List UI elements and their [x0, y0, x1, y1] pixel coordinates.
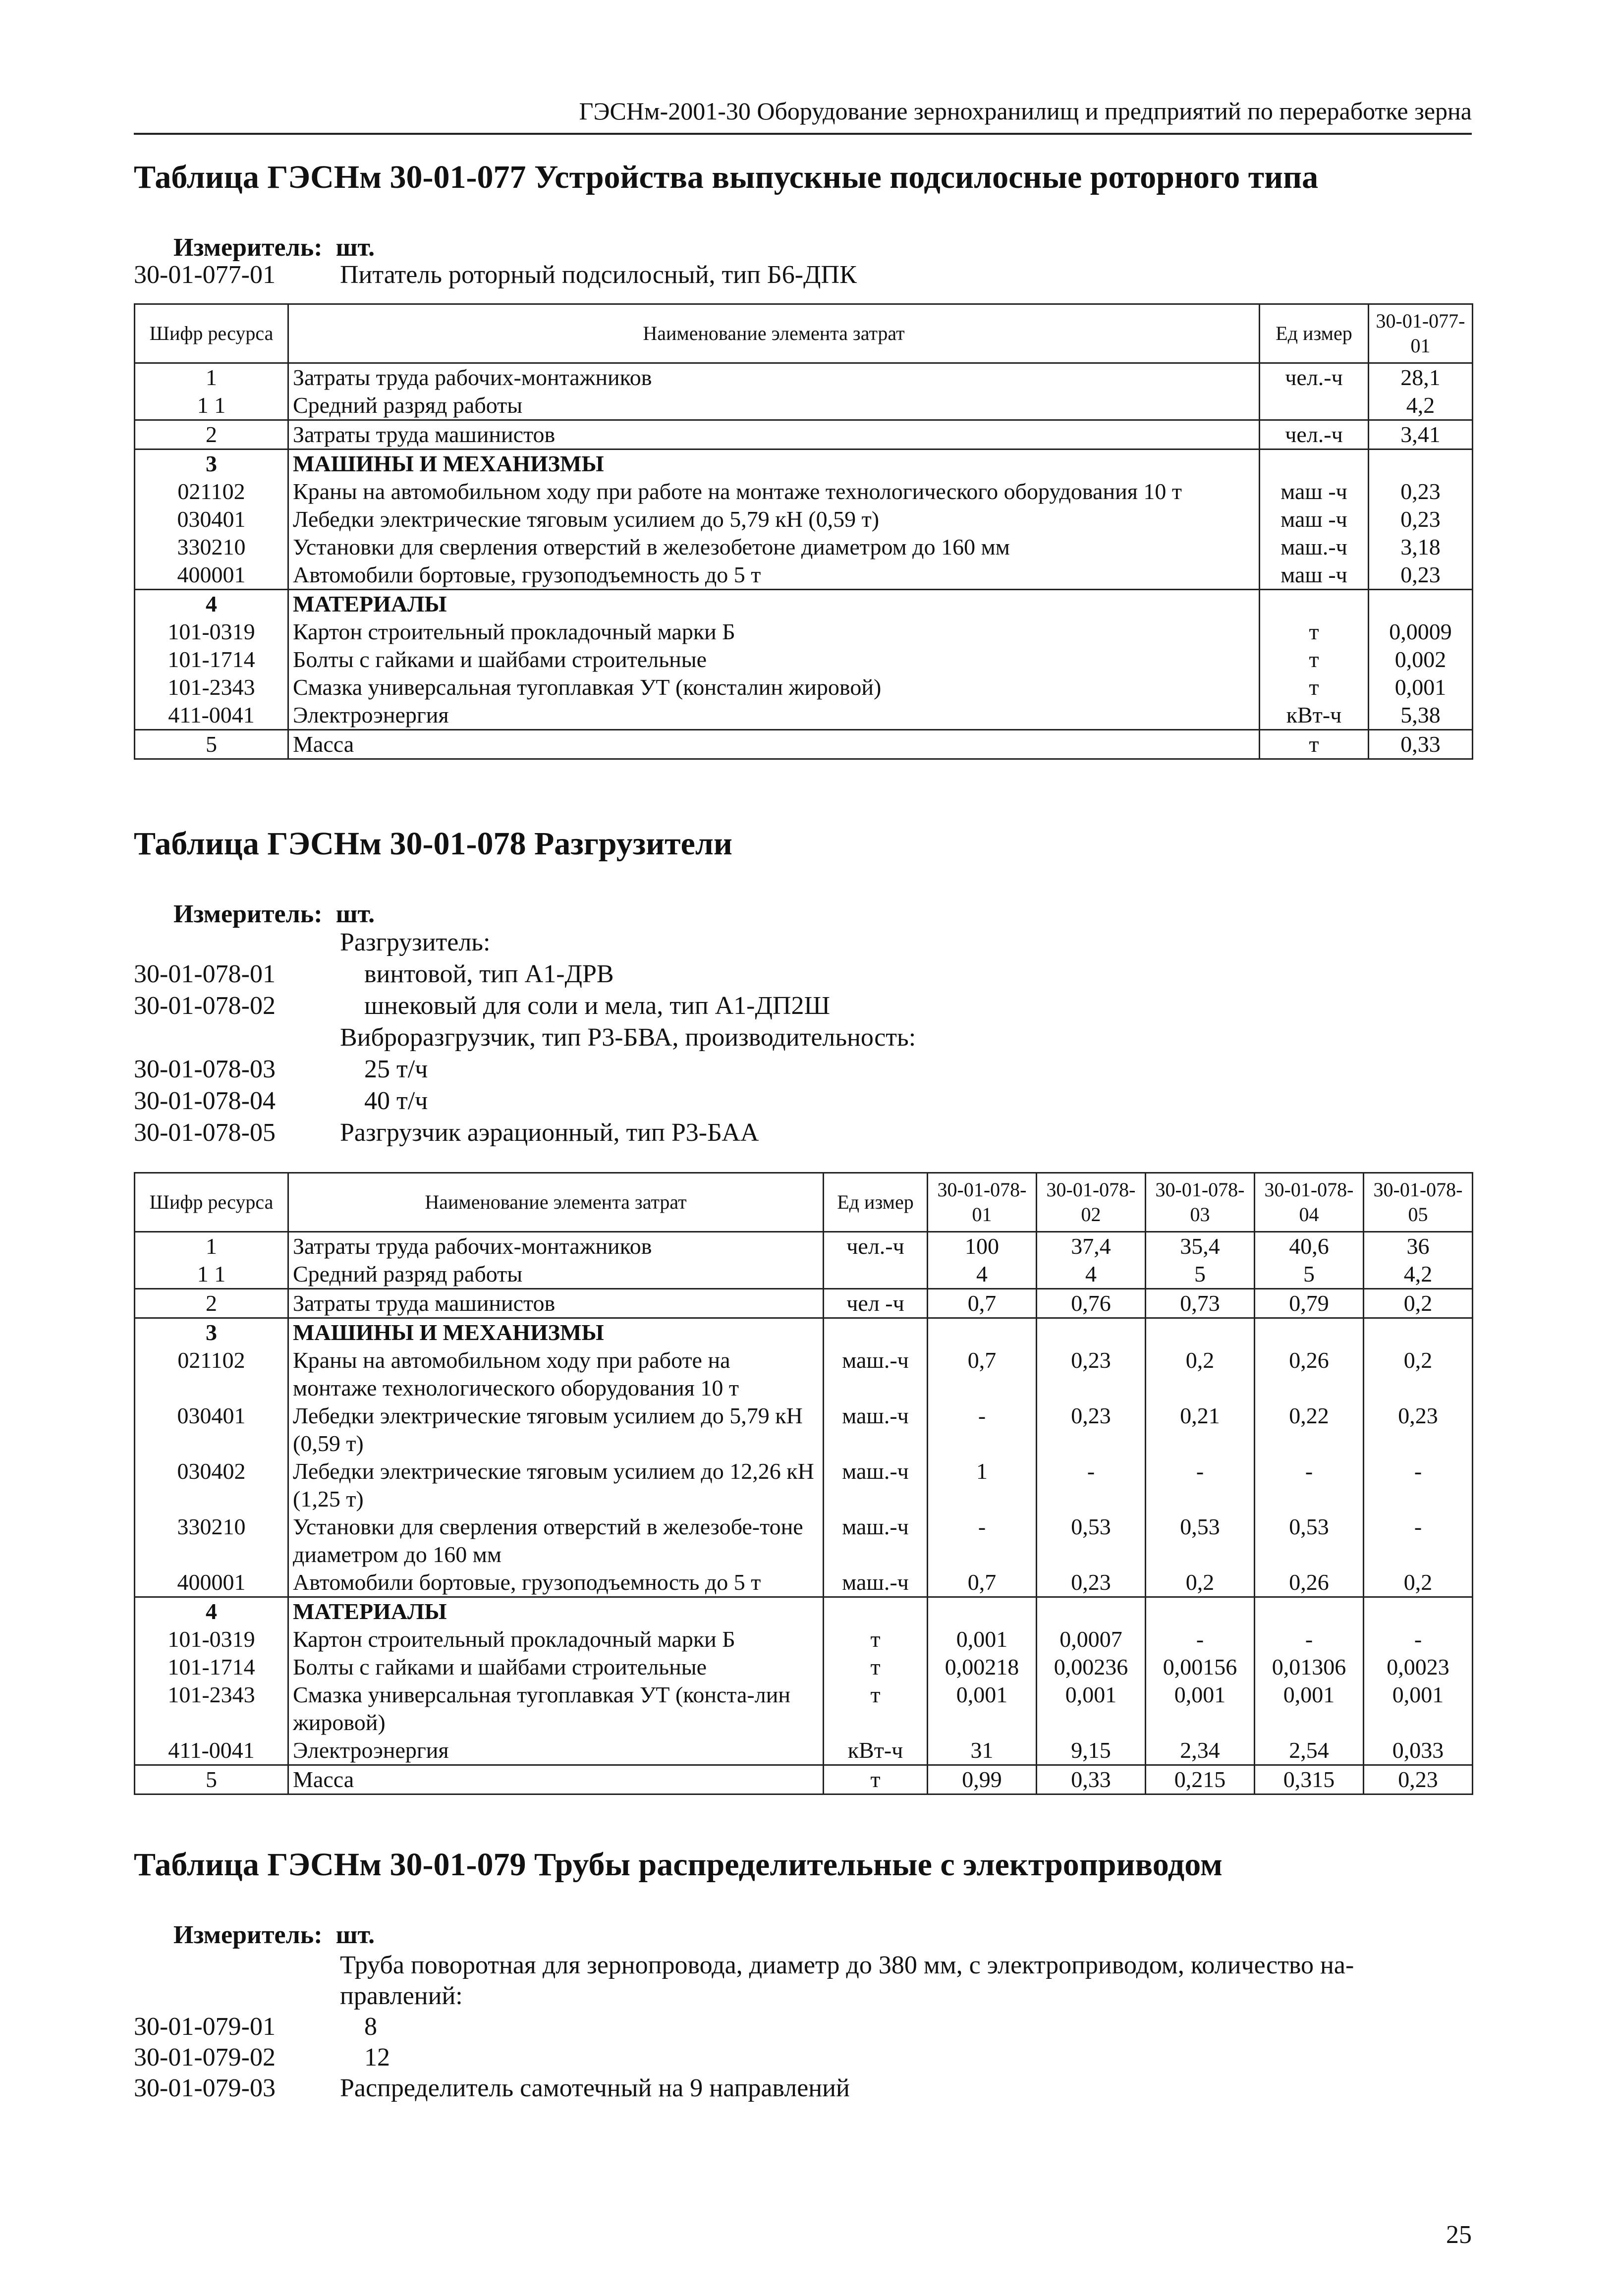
norm-value [1146, 1597, 1255, 1626]
norm-description: винтовой, тип А1-ДРВ [364, 960, 614, 988]
norm-value: 0,7 [928, 1346, 1037, 1402]
table-row [135, 420, 1473, 449]
table-078-title: Таблица ГЭСНм 30-01-078 Разгрузители [134, 826, 732, 862]
unit-label: Измеритель: [173, 900, 323, 928]
norm-value: 0,22 [1255, 1402, 1364, 1457]
norm-value: 36 [1364, 1232, 1473, 1261]
resource-code: 5 [135, 1765, 288, 1794]
norm-value: 0,23 [1369, 561, 1473, 590]
table-row [135, 363, 1473, 392]
norm-value [1364, 1597, 1473, 1626]
norm-value: 0,21 [1146, 1402, 1255, 1457]
unit-of-measure [824, 1597, 928, 1626]
norm-value: 28,1 [1369, 363, 1473, 392]
table-row [135, 673, 1473, 701]
norm-value: 0,001 [1146, 1681, 1255, 1736]
norm-value: 0,53 [1037, 1513, 1146, 1568]
cost-element-name: Автомобили бортовые, грузоподъемность до 5 т [288, 561, 1260, 590]
resource-code: 4 [135, 590, 288, 618]
table-row [135, 392, 1473, 420]
header-rule [134, 133, 1472, 135]
norm-value: - [1255, 1457, 1364, 1513]
unit-label: Измеритель: [173, 233, 323, 262]
table-row [135, 533, 1473, 561]
norm-value: 0,2 [1364, 1568, 1473, 1597]
unit-of-measure: т [824, 1765, 928, 1794]
running-header: ГЭСНм-2001-30 Оборудование зернохранилищ и предприятий по переработке зерна [579, 97, 1472, 125]
norm-value: 0,23 [1369, 505, 1473, 533]
norm-description: Распределитель самотечный на 9 направлений [340, 2074, 850, 2102]
norm-value [1146, 1318, 1255, 1347]
norm-value: 40,6 [1255, 1232, 1364, 1261]
cost-element-name: Установки для сверления отверстий в железобетоне диаметром до 160 мм [288, 533, 1260, 561]
norm-value: - [928, 1402, 1037, 1457]
norm-value: 0,001 [1364, 1681, 1473, 1736]
resource-code: 330210 [135, 533, 288, 561]
resource-code: 101-1714 [135, 646, 288, 673]
cost-element-name: Электроэнергия [288, 701, 1260, 730]
table-077-unit [173, 233, 375, 262]
norm-value: 0,23 [1364, 1765, 1473, 1794]
table-row [135, 1736, 1473, 1765]
norm-value: 35,4 [1146, 1232, 1255, 1261]
norm-code: 30-01-079-03 [134, 2074, 276, 2102]
table-078 [134, 1172, 1473, 1795]
norm-code: 30-01-079-01 [134, 2013, 276, 2041]
norm-value: 0,7 [928, 1568, 1037, 1597]
cost-element-name: Лебедки электрические тяговым усилием до 12,26 кН (1,25 т) [288, 1457, 824, 1513]
header-norm-code: 30-01-077-01 [1369, 304, 1473, 363]
resource-code: 3 [135, 449, 288, 478]
norm-value: 0,0009 [1369, 618, 1473, 646]
norm-value: 4 [928, 1260, 1037, 1289]
norm-value: 5 [1255, 1260, 1364, 1289]
table-row [135, 1625, 1473, 1653]
norm-value: 3,18 [1369, 533, 1473, 561]
norm-value: - [1146, 1457, 1255, 1513]
norm-value [1364, 1318, 1473, 1347]
table-row [135, 1318, 1473, 1347]
table-row [135, 1260, 1473, 1289]
norm-value: 0,23 [1037, 1346, 1146, 1402]
norm-value: 0,001 [1369, 673, 1473, 701]
table-row [135, 478, 1473, 505]
norm-value [1255, 1597, 1364, 1626]
cost-element-name: МАТЕРИАЛЫ [288, 590, 1260, 618]
resource-code: 4 [135, 1597, 288, 1626]
norm-value: 5,38 [1369, 701, 1473, 730]
norm-value: - [1146, 1625, 1255, 1653]
unit-of-measure: т [1260, 618, 1369, 646]
table-row [135, 1289, 1473, 1318]
norm-value: 0,315 [1255, 1765, 1364, 1794]
cost-element-name: МАТЕРИАЛЫ [288, 1597, 824, 1626]
unit-of-measure: кВт-ч [1260, 701, 1369, 730]
norm-value: 0,76 [1037, 1289, 1146, 1318]
norm-value [1037, 1597, 1146, 1626]
header-norm-code: 30-01-078-02 [1037, 1173, 1146, 1232]
table-row [135, 1568, 1473, 1597]
resource-code: 3 [135, 1318, 288, 1347]
table-079-title: Таблица ГЭСНм 30-01-079 Трубы распределительные с электроприводом [134, 1847, 1223, 1883]
cost-element-name: Картон строительный прокладочный марки Б [288, 1625, 824, 1653]
norm-value: 0,23 [1369, 478, 1473, 505]
norm-value: 0,33 [1037, 1765, 1146, 1794]
norm-value: 0,2 [1364, 1346, 1473, 1402]
norm-value: - [1037, 1457, 1146, 1513]
header-norm-code: 30-01-078-05 [1364, 1173, 1473, 1232]
norm-description: 25 т/ч [364, 1055, 428, 1083]
norm-description: 12 [364, 2043, 390, 2072]
norm-value: 0,0023 [1364, 1653, 1473, 1681]
unit-of-measure [1260, 590, 1369, 618]
norm-code: 30-01-079-02 [134, 2043, 276, 2072]
norm-value: 0,01306 [1255, 1653, 1364, 1681]
table-077 [134, 303, 1473, 760]
unit-of-measure: т [1260, 673, 1369, 701]
norm-value: 0,001 [928, 1681, 1037, 1736]
norm-value: 9,15 [1037, 1736, 1146, 1765]
resource-code: 021102 [135, 478, 288, 505]
table-row [135, 1232, 1473, 1261]
cost-element-name: Автомобили бортовые, грузоподъемность до 5 т [288, 1568, 824, 1597]
norm-value: 2,34 [1146, 1736, 1255, 1765]
unit-of-measure: маш.-ч [824, 1402, 928, 1457]
resource-code: 101-2343 [135, 673, 288, 701]
cost-element-name: Средний разряд работы [288, 1260, 824, 1289]
table-row [135, 701, 1473, 730]
cost-element-name: Лебедки электрические тяговым усилием до 5,79 кН (0,59 т) [288, 1402, 824, 1457]
cost-element-name: Масса [288, 730, 1260, 759]
unit-of-measure: маш -ч [1260, 505, 1369, 533]
resource-code: 101-1714 [135, 1653, 288, 1681]
unit-of-measure: чел.-ч [1260, 420, 1369, 449]
table-row [135, 1457, 1473, 1513]
table-row [135, 1402, 1473, 1457]
norm-description: Питатель роторный подсилосный, тип Б6-ДПК [340, 261, 857, 289]
norm-value: - [1364, 1625, 1473, 1653]
cost-element-name: Краны на автомобильном ходу при работе на монтаже технологического оборудования 10 т [288, 478, 1260, 505]
table-078-unit [173, 899, 375, 929]
unit-of-measure: кВт-ч [824, 1736, 928, 1765]
norm-value: 0,99 [928, 1765, 1037, 1794]
norm-value: 0,53 [1146, 1513, 1255, 1568]
cost-element-name: Затраты труда машинистов [288, 1289, 824, 1318]
cost-element-name: Затраты труда машинистов [288, 420, 1260, 449]
table-row [135, 1681, 1473, 1736]
norm-description: 40 т/ч [364, 1087, 428, 1115]
cost-element-name: Болты с гайками и шайбами строительные [288, 1653, 824, 1681]
norm-value: 0,2 [1364, 1289, 1473, 1318]
table-row [135, 505, 1473, 533]
resource-code: 1 [135, 363, 288, 392]
norm-value: 0,53 [1255, 1513, 1364, 1568]
header-norm-code: 30-01-078-01 [928, 1173, 1037, 1232]
table-row [135, 1597, 1473, 1626]
norm-code: 30-01-078-05 [134, 1119, 276, 1147]
unit-of-measure: маш.-ч [824, 1346, 928, 1402]
unit-of-measure: чел.-ч [1260, 363, 1369, 392]
resource-code: 2 [135, 1289, 288, 1318]
cost-element-name: Затраты труда рабочих-монтажников [288, 363, 1260, 392]
unit-of-measure [1260, 392, 1369, 420]
unit-of-measure: маш.-ч [1260, 533, 1369, 561]
norm-value: 0,73 [1146, 1289, 1255, 1318]
norm-value: 0,001 [1255, 1681, 1364, 1736]
norm-value: 100 [928, 1232, 1037, 1261]
norm-value: 0,26 [1255, 1346, 1364, 1402]
cost-element-name: Установки для сверления отверстий в железобе-тоне диаметром до 160 мм [288, 1513, 824, 1568]
unit-of-measure: маш -ч [1260, 561, 1369, 590]
table-row [135, 561, 1473, 590]
resource-code: 021102 [135, 1346, 288, 1402]
header-unit: Ед измер [1260, 304, 1369, 363]
resource-code: 330210 [135, 1513, 288, 1568]
norm-value: 0,00236 [1037, 1653, 1146, 1681]
resource-code: 101-0319 [135, 618, 288, 646]
norm-value: - [1364, 1513, 1473, 1568]
norm-value: 0,00156 [1146, 1653, 1255, 1681]
unit-of-measure [824, 1260, 928, 1289]
norm-value [1369, 590, 1473, 618]
resource-code: 030401 [135, 1402, 288, 1457]
unit-of-measure: чел.-ч [824, 1232, 928, 1261]
norm-value: 0,79 [1255, 1289, 1364, 1318]
norm-value: 4,2 [1364, 1260, 1473, 1289]
table-row [135, 1346, 1473, 1402]
table-row [135, 618, 1473, 646]
header-norm-code: 30-01-078-04 [1255, 1173, 1364, 1232]
norm-value: 0,033 [1364, 1736, 1473, 1765]
header-cost-element: Наименование элемента затрат [288, 1173, 824, 1232]
norm-value [1255, 1318, 1364, 1347]
norm-value: 0,33 [1369, 730, 1473, 759]
resource-code: 1 1 [135, 1260, 288, 1289]
norm-description: шнековый для соли и мела, тип А1-ДП2Ш [364, 992, 830, 1020]
resource-code: 030401 [135, 505, 288, 533]
norm-code: 30-01-078-04 [134, 1087, 276, 1115]
cost-element-name: Затраты труда рабочих-монтажников [288, 1232, 824, 1261]
header-cost-element: Наименование элемента затрат [288, 304, 1260, 363]
norm-value: 0,00218 [928, 1653, 1037, 1681]
norm-code: 30-01-078-01 [134, 960, 276, 988]
resource-code: 400001 [135, 1568, 288, 1597]
norm-value: - [1364, 1457, 1473, 1513]
cost-element-name: Средний разряд работы [288, 392, 1260, 420]
unit-of-measure: т [824, 1625, 928, 1653]
resource-code: 2 [135, 420, 288, 449]
resource-code: 1 [135, 1232, 288, 1261]
norm-value: 0,001 [1037, 1681, 1146, 1736]
norm-value: 0,001 [928, 1625, 1037, 1653]
header-resource-code: Шифр ресурса [135, 304, 288, 363]
norm-value: 0,23 [1037, 1568, 1146, 1597]
norm-value: 4,2 [1369, 392, 1473, 420]
norm-value: 0,215 [1146, 1765, 1255, 1794]
table-row [135, 1765, 1473, 1794]
norm-description: Виброразгрузчик, тип Р3-БВА, производительность: [340, 1023, 916, 1052]
cost-element-name: Смазка универсальная тугоплавкая УТ (консталин жировой) [288, 673, 1260, 701]
norm-value: 0,0007 [1037, 1625, 1146, 1653]
resource-code: 400001 [135, 561, 288, 590]
table-row [135, 730, 1473, 759]
norm-value: 37,4 [1037, 1232, 1146, 1261]
resource-code: 411-0041 [135, 701, 288, 730]
table-077-body [135, 363, 1473, 759]
unit-of-measure [1260, 449, 1369, 478]
cost-element-name: Краны на автомобильном ходу при работе на монтаже технологического оборудования 10 т [288, 1346, 824, 1402]
page-number: 25 [1446, 2221, 1472, 2249]
norm-code: 30-01-078-03 [134, 1055, 276, 1083]
norm-value: - [928, 1513, 1037, 1568]
unit-of-measure: маш -ч [1260, 478, 1369, 505]
norm-value: 0,23 [1364, 1402, 1473, 1457]
cost-element-name: Болты с гайками и шайбами строительные [288, 646, 1260, 673]
norm-value [928, 1597, 1037, 1626]
cost-element-name: МАШИНЫ И МЕХАНИЗМЫ [288, 1318, 824, 1347]
norm-code: 30-01-078-02 [134, 992, 276, 1020]
resource-code: 101-0319 [135, 1625, 288, 1653]
resource-code: 030402 [135, 1457, 288, 1513]
cost-element-name: Картон строительный прокладочный марки Б [288, 618, 1260, 646]
norm-value: 4 [1037, 1260, 1146, 1289]
norm-value: 0,23 [1037, 1402, 1146, 1457]
cost-element-name: Масса [288, 1765, 824, 1794]
unit-value: шт. [335, 233, 375, 262]
unit-of-measure: т [1260, 646, 1369, 673]
norm-value: 0,002 [1369, 646, 1473, 673]
unit-of-measure: т [824, 1653, 928, 1681]
norm-value [1369, 449, 1473, 478]
norm-value: 5 [1146, 1260, 1255, 1289]
resource-code: 101-2343 [135, 1681, 288, 1736]
unit-value: шт. [335, 900, 375, 928]
table-row [135, 449, 1473, 478]
unit-label: Измеритель: [173, 1921, 323, 1949]
header-unit: Ед измер [824, 1173, 928, 1232]
norm-value: 3,41 [1369, 420, 1473, 449]
table-077-title: Таблица ГЭСНм 30-01-077 Устройства выпускные подсилосные роторного типа [134, 159, 1319, 195]
table-row [135, 1513, 1473, 1568]
norm-description: Разгрузитель: [340, 928, 491, 956]
unit-of-measure: маш.-ч [824, 1568, 928, 1597]
unit-of-measure: т [824, 1681, 928, 1736]
resource-code: 411-0041 [135, 1736, 288, 1765]
table-079-intro: Труба поворотная для зернопровода, диаметр до 380 мм, с электроприводом, количество на-правлений: [340, 1951, 1354, 2010]
header-norm-code: 30-01-078-03 [1146, 1173, 1255, 1232]
table-079-unit [173, 1920, 375, 1950]
unit-value: шт. [335, 1921, 375, 1949]
cost-element-name: Лебедки электрические тяговым усилием до 5,79 кН (0,59 т) [288, 505, 1260, 533]
norm-code: 30-01-077-01 [134, 261, 276, 289]
norm-value: 0,2 [1146, 1346, 1255, 1402]
norm-description: Разгрузчик аэрационный, тип Р3-БАА [340, 1119, 759, 1147]
norm-value: 0,26 [1255, 1568, 1364, 1597]
table-row [135, 1653, 1473, 1681]
table-row [135, 590, 1473, 618]
cost-element-name: Смазка универсальная тугоплавкая УТ (конста-лин жировой) [288, 1681, 824, 1736]
norm-value [928, 1318, 1037, 1347]
header-resource-code: Шифр ресурса [135, 1173, 288, 1232]
norm-value: - [1255, 1625, 1364, 1653]
unit-of-measure: чел -ч [824, 1289, 928, 1318]
unit-of-measure: маш.-ч [824, 1513, 928, 1568]
unit-of-measure: т [1260, 730, 1369, 759]
norm-value: 2,54 [1255, 1736, 1364, 1765]
table-row [135, 646, 1473, 673]
resource-code: 1 1 [135, 392, 288, 420]
cost-element-name: Электроэнергия [288, 1736, 824, 1765]
norm-value: 1 [928, 1457, 1037, 1513]
norm-value [1037, 1318, 1146, 1347]
norm-value: 0,2 [1146, 1568, 1255, 1597]
unit-of-measure [824, 1318, 928, 1347]
norm-value: 31 [928, 1736, 1037, 1765]
resource-code: 5 [135, 730, 288, 759]
norm-value: 0,7 [928, 1289, 1037, 1318]
norm-description: 8 [364, 2013, 377, 2041]
unit-of-measure: маш.-ч [824, 1457, 928, 1513]
cost-element-name: МАШИНЫ И МЕХАНИЗМЫ [288, 449, 1260, 478]
table-078-body [135, 1232, 1473, 1794]
